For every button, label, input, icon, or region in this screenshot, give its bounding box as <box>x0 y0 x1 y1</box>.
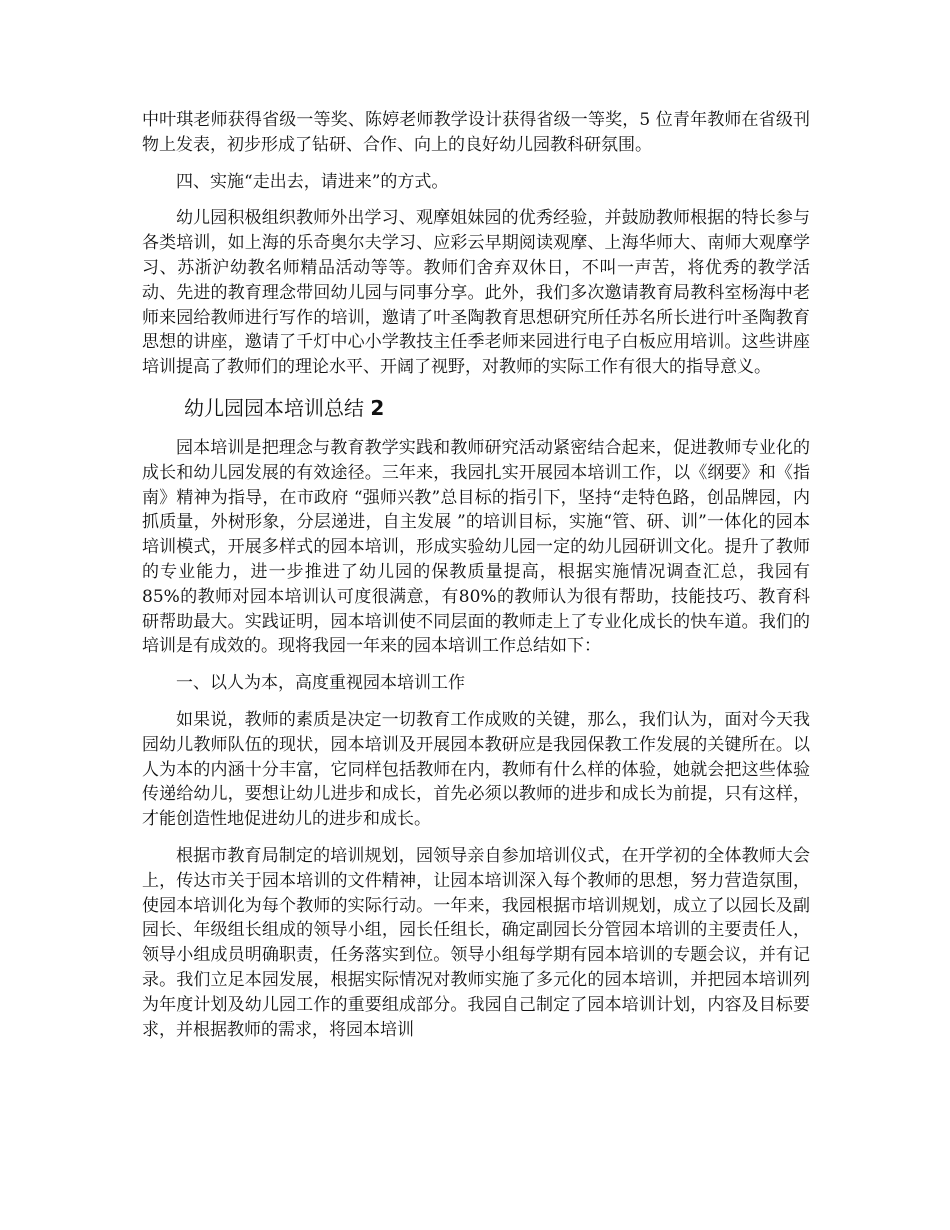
paragraph-go-out-invite-in: 幼儿园积极组织教师外出学习、观摩姐妹园的优秀经验，并鼓励教师根据的特长参与各类培训，如上海的乐奇奥尔夫学习、应彩云早期阅读观摩、上海华师大、南师大观摩学习、苏浙沪幼教名师精品活动等等。教师们舍弃双休日，不叫一声苦，将优秀的教学活动、先进的教育理念带回幼儿园与同事分享。此外，我们多次邀请教育局教科室杨海中老师来园给教师进行写作的培训，邀请了叶圣陶教育思想研究所任苏名所长进行叶圣陶教育思想的讲座，邀请了千灯中心小学教技主任季老师来园进行电子白板应用培训。这些讲座培训提高了教师们的理论水平、开阔了视野，对教师的实际工作有很大的指导意义。 <box>142 208 810 378</box>
section-heading-four: 四、实施“走出去，请进来”的方式。 <box>176 171 449 192</box>
document-title <box>184 394 810 422</box>
paragraph-awards: 中叶琪老师获得省级一等奖、陈婷老师教学设计获得省级一等奖，5 位青年教师在省级刊物上发表，初步形成了钻研、合作、向上的良好幼儿园教科研氛围。 <box>142 110 810 155</box>
document-title-number: 2 <box>370 395 385 420</box>
document-title-text: 幼儿园园本培训总结 <box>184 395 364 420</box>
paragraph-intro: 园本培训是把理念与教育教学实践和教师研究活动紧密结合起来，促进教师专业化的成长和幼儿园发展的有效途径。三年来，我园扎实开展园本培训工作，以《纲要》和《指南》精神为指导，在市政府 “强师兴教”总目标的指引下，坚持“走特色路，创品牌园，内抓质量，外树形象，分层递进，自主发展 ”的培训目标，实施“管、研、训”一体化的园本培训模式，开展多样式的园本培训，形成实验幼儿园一定的幼儿园研训文化。提升了教师的专业能力，进一步推进了幼儿园的保教质量提高，根据实施情况调查汇总，我园有 85%的教师对园本培训认可度很满意，有80%的教师认为很有帮助，技能技巧、教育科研帮助最大。实践证明，园本培训使不同层面的教师走上了专业化成长的快车道。我们的培训是有成效的。现将我园一年来的园本培训工作总结如下： <box>142 437 810 657</box>
section-heading-one: 一、以人为本，高度重视园本培训工作 <box>176 673 465 694</box>
document-page <box>142 108 810 1042</box>
paragraph-teacher-quality: 如果说，教师的素质是决定一切教育工作成败的关键，那么，我们认为，面对今天我园幼儿教师队伍的现状，园本培训及开展园本教研应是我园保教工作发展的关键所在。以人为本的内涵十分丰富，它同样包括教师在内，教师有什么样的体验，她就会把这些体验传递给幼儿，要想让幼儿进步和成长，首先必须以教师的进步和成长为前提，只有这样，才能创造性地促进幼儿的进步和成长。 <box>142 709 810 830</box>
paragraph-training-plan: 根据市教育局制定的培训规划，园领导亲自参加培训仪式，在开学初的全体教师大会上，传达市关于园本培训的文件精神，让园本培训深入每个教师的思想，努力营造氛围，使园本培训化为每个教师的实际行动。一年来，我园根据市培训规划，成立了以园长及副园长、年级组长组成的领导小组，园长任组长，确定副园长分管园本培训的主要责任人，领导小组成员明确职责，任务落实到位。领导小组每学期有园本培训的专题会议，并有记录。我们立足本园发展，根据实际情况对教师实施了多元化的园本培训，并把园本培训列为年度计划及幼儿园工作的重要组成部分。我园自己制定了园本培训计划，内容及目标要求，并根据教师的需求，将园本培训 <box>142 845 810 1040</box>
